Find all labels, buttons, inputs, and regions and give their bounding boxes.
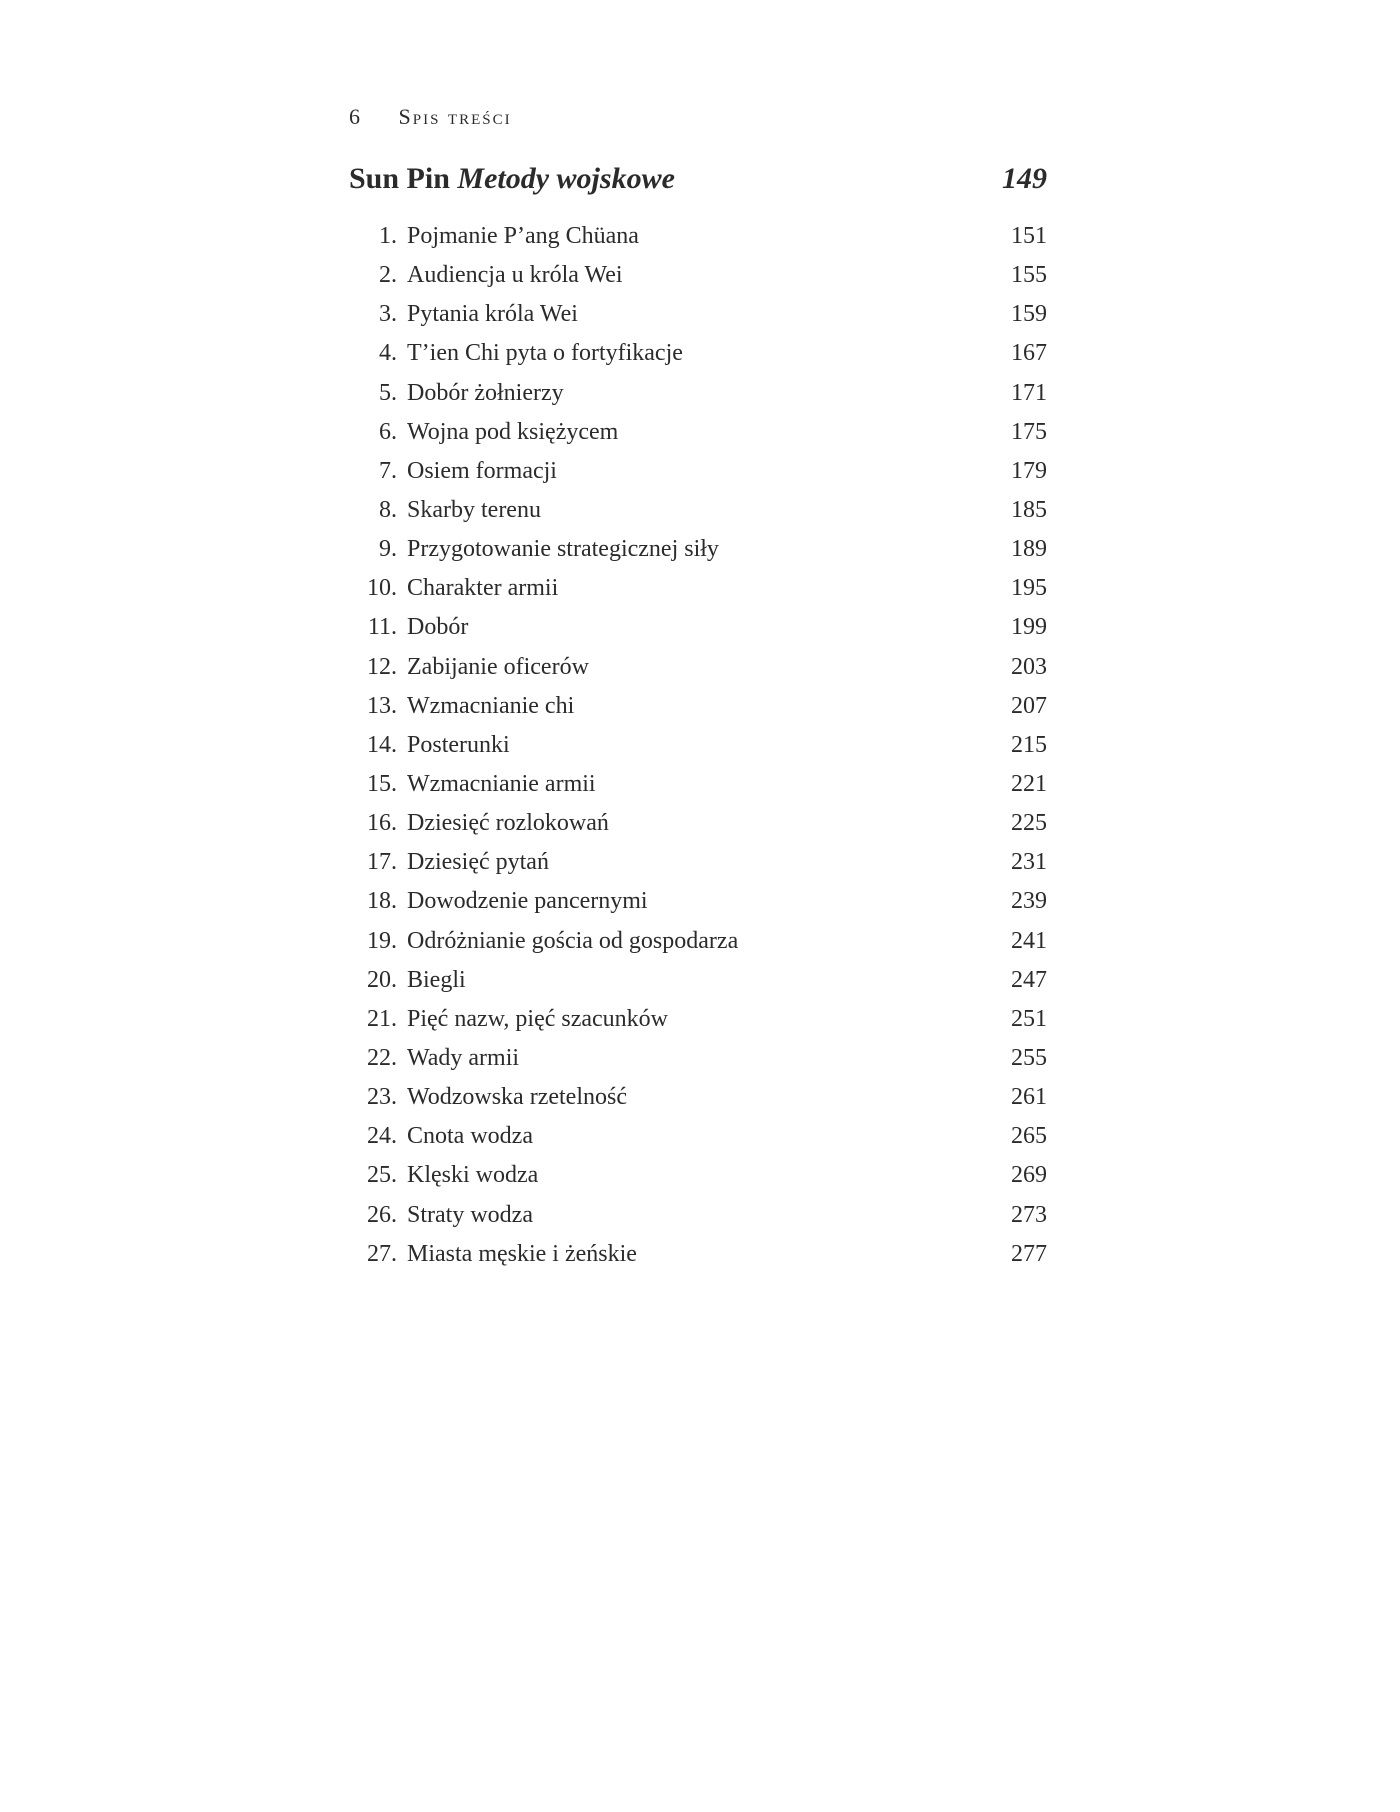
running-head [349, 104, 512, 130]
toc-entry-number: 10. [367, 575, 397, 602]
toc-entry [349, 1156, 1047, 1195]
toc-entry-title: Posterunki [407, 731, 510, 758]
toc-entry-number: 2. [379, 262, 397, 289]
section-work-title: Metody wojskowe [457, 162, 675, 195]
toc-entry-number: 13. [367, 692, 397, 719]
toc-entry [349, 648, 1047, 687]
toc-entry-page: 215 [1011, 731, 1047, 758]
toc-entry [349, 334, 1047, 373]
toc-entry-page: 189 [1011, 536, 1047, 563]
toc-entry-number: 24. [367, 1123, 397, 1150]
toc-entry-page: 167 [1011, 340, 1047, 367]
toc-entry-title: Klęski wodza [407, 1162, 539, 1189]
toc-entry [349, 765, 1047, 804]
toc-entry-number: 9. [379, 536, 397, 563]
toc-entry [349, 961, 1047, 1000]
toc-entry-title: T’ien Chi pyta o fortyfikacje [407, 340, 683, 367]
toc-entry-number: 18. [367, 888, 397, 915]
toc-entry-title: Pięć nazw, pięć szacunków [407, 1005, 668, 1032]
toc-entry [349, 1000, 1047, 1039]
toc-entry-page: 179 [1011, 457, 1047, 484]
toc-entry-page: 277 [1011, 1240, 1047, 1267]
section-page-number: 149 [1002, 162, 1047, 195]
toc-entry-title: Straty wodza [407, 1201, 533, 1228]
toc-entry-page: 195 [1011, 575, 1047, 602]
toc-entry-number: 23. [367, 1084, 397, 1111]
toc-entry [349, 882, 1047, 921]
toc-entry [349, 413, 1047, 452]
toc-entry [349, 1196, 1047, 1235]
toc-entry-page: 207 [1011, 692, 1047, 719]
toc-entry-page: 155 [1011, 262, 1047, 289]
toc-entry-page: 175 [1011, 418, 1047, 445]
toc-entry [349, 374, 1047, 413]
toc-entry-page: 199 [1011, 614, 1047, 641]
toc-entry [349, 922, 1047, 961]
toc-entry-title: Pojmanie P’ang Chüana [407, 223, 639, 249]
toc-entry-title: Wady armii [407, 1044, 520, 1071]
toc-entry-title: Audiencja u króla Wei [407, 262, 623, 289]
toc-entry-title: Odróżnianie gościa od gospodarza [407, 927, 739, 954]
toc-entry-number: 15. [367, 770, 397, 797]
toc-entry [349, 256, 1047, 295]
section-header [349, 162, 1047, 202]
page-number: 6 [349, 104, 361, 129]
toc-entry-page: 241 [1011, 927, 1047, 954]
toc-entry-page: 221 [1011, 770, 1047, 797]
toc-entry-title: Zabijanie oficerów [407, 653, 589, 680]
toc-entry-number: 20. [367, 966, 397, 993]
toc-entry [349, 1235, 1047, 1274]
toc-entry-number: 5. [379, 379, 397, 406]
toc-entry-title: Wzmacnianie armii [407, 770, 596, 797]
toc-entry [349, 687, 1047, 726]
toc-entry-number: 17. [367, 849, 397, 876]
toc-entry-title: Biegli [407, 966, 466, 993]
toc-entry-page: 261 [1011, 1084, 1047, 1111]
toc-entry [349, 1078, 1047, 1117]
toc-entry-title: Skarby terenu [407, 496, 541, 523]
toc-entry-number: 27. [367, 1240, 397, 1267]
toc-entry-number: 4. [379, 340, 397, 367]
toc-entry-page: 265 [1011, 1123, 1047, 1150]
toc-entry-title: Dowodzenie pancernymi [407, 888, 648, 915]
toc-entry [349, 804, 1047, 843]
toc-entry-title: Miasta męskie i żeńskie [407, 1240, 637, 1267]
toc-entry-title: Osiem formacji [407, 457, 557, 484]
toc-entry-page: 247 [1011, 966, 1047, 993]
toc-entry-number: 14. [367, 731, 397, 758]
toc-entry-page: 273 [1011, 1201, 1047, 1228]
toc-entry-title: Dziesięć rozlokowań [407, 810, 609, 837]
section-title [349, 162, 675, 196]
toc-entry [349, 491, 1047, 530]
toc-entry [349, 569, 1047, 608]
toc-entry-number: 16. [367, 810, 397, 837]
toc-entry [349, 726, 1047, 765]
toc-entry-page: 231 [1011, 849, 1047, 876]
toc-entry-page: 151 [1011, 223, 1047, 249]
toc-entry-title: Dobór żołnierzy [407, 379, 564, 406]
toc-entry [349, 217, 1047, 256]
toc-entry [349, 295, 1047, 334]
toc-entry-page: 255 [1011, 1044, 1047, 1071]
toc-entry-number: 3. [379, 301, 397, 328]
toc-entry-title: Pytania króla Wei [407, 301, 578, 328]
toc-entry-page: 239 [1011, 888, 1047, 915]
toc-entry-title: Dziesięć pytań [407, 849, 549, 876]
toc-entry-number: 19. [367, 927, 397, 954]
toc-entry-title: Wojna pod księżycem [407, 418, 619, 445]
toc-entry-number: 1. [379, 223, 397, 249]
toc-entry-number: 26. [367, 1201, 397, 1228]
toc-entry-number: 11. [367, 614, 397, 641]
toc-entry-title: Charakter armii [407, 575, 559, 602]
toc-entry-page: 203 [1011, 653, 1047, 680]
toc-entry-number: 8. [379, 496, 397, 523]
toc-entry [349, 843, 1047, 882]
toc-entry [349, 530, 1047, 569]
toc-entry [349, 608, 1047, 647]
toc-entry-number: 21. [367, 1005, 397, 1032]
toc-entry [349, 1039, 1047, 1078]
toc-list [349, 217, 1047, 1274]
toc-entry-number: 22. [367, 1044, 397, 1071]
toc-entry-title: Wodzowska rzetelność [407, 1084, 627, 1111]
toc-entry-title: Cnota wodza [407, 1123, 533, 1150]
toc-entry-number: 7. [379, 457, 397, 484]
toc-entry-title: Wzmacnianie chi [407, 692, 575, 719]
toc-entry-page: 159 [1011, 301, 1047, 328]
toc-entry-page: 171 [1011, 379, 1047, 406]
toc-entry-title: Dobór [407, 614, 469, 641]
toc-entry-number: 25. [367, 1162, 397, 1189]
toc-entry [349, 1117, 1047, 1156]
toc-entry-number: 6. [379, 418, 397, 445]
toc-entry-page: 225 [1011, 810, 1047, 837]
section-author: Sun Pin [349, 162, 450, 195]
toc-entry [349, 452, 1047, 491]
toc-entry-page: 251 [1011, 1005, 1047, 1032]
toc-entry-page: 185 [1011, 496, 1047, 523]
toc-entry-page: 269 [1011, 1162, 1047, 1189]
toc-entry-title: Przygotowanie strategicznej siły [407, 536, 719, 563]
running-title: Spis treści [398, 104, 512, 129]
toc-entry-number: 12. [367, 653, 397, 680]
